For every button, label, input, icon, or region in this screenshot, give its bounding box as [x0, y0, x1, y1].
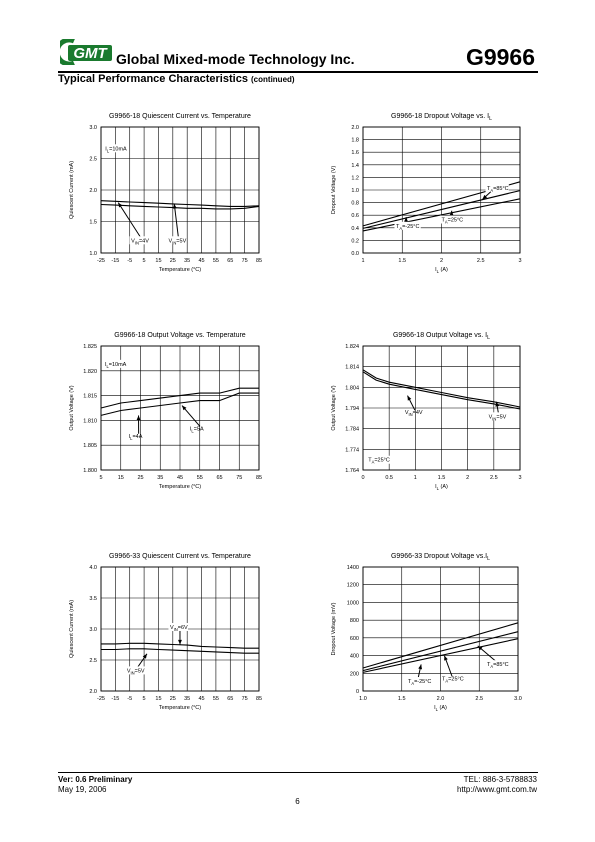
company-name: Global Mixed-mode Technology Inc. [116, 51, 355, 67]
x-tick-label: 0.5 [385, 475, 393, 481]
x-axis-label: Temperature (°C) [158, 484, 202, 490]
x-tick-label: 1 [413, 475, 417, 481]
x-tick-label: 45 [198, 258, 205, 264]
section-note: (continued) [251, 75, 295, 84]
annotation-arrowhead [444, 656, 448, 661]
x-tick-label: 45 [176, 475, 184, 481]
x-tick-label: 55 [212, 696, 219, 702]
x-tick-label: -15 [111, 696, 120, 702]
annotation-label: $T_A=25^\circ C$ [368, 457, 390, 465]
y-tick-label: 2.0 [89, 689, 97, 695]
y-tick-label: 1.4 [351, 162, 359, 169]
chart-title: G9966-33 Quiescent Current vs. Temperature [109, 553, 251, 560]
y-tick-label: 600 [349, 635, 359, 642]
x-tick-label: 2 [439, 258, 444, 264]
logo-text: GMT [73, 45, 107, 62]
x-tick-label: 5 [142, 258, 146, 264]
y-tick-label: 1.794 [345, 406, 359, 412]
chart-title: G9966-18 Output Voltage vs. $I_L$ [392, 332, 491, 341]
annotation-label: $T_A=25^\circ C$ [441, 217, 464, 225]
chart-3 [69, 332, 262, 490]
y-tick-label: 0.6 [351, 213, 359, 220]
y-tick-label: 0.8 [351, 200, 359, 207]
x-tick-label: 85 [255, 696, 263, 702]
y-tick-label: 1.804 [345, 385, 359, 392]
y-tick-label: 1.784 [345, 426, 359, 433]
x-tick-label: 2.5 [490, 475, 498, 481]
x-tick-label: 65 [227, 696, 234, 702]
x-tick-label: 15 [155, 696, 162, 702]
part-number: G9966 [465, 44, 535, 70]
y-tick-label: 3.5 [89, 596, 97, 602]
x-tick-label: -15 [111, 258, 120, 264]
x-tick-label: 1.0 [359, 696, 367, 702]
y-tick-label: 1.774 [345, 447, 359, 454]
y-tick-label: 1.825 [83, 344, 97, 350]
x-tick-label: 75 [241, 696, 248, 702]
footer-tel: TEL: 886-3-5788833 [463, 775, 537, 784]
x-tick-label: 85 [255, 475, 263, 481]
footer-right [457, 775, 537, 795]
chart-2 [331, 113, 522, 274]
x-tick-label: 75 [236, 475, 243, 481]
y-axis-label: Quiescent Current (mA) [69, 599, 75, 659]
x-tick-label: 25 [169, 258, 176, 264]
x-tick-label: 55 [212, 258, 219, 264]
annotation-label: $T_A=25^\circ C$ [442, 676, 464, 684]
annotation-label: $V_{IN}=6V$ [169, 625, 188, 632]
x-tick-label: 5 [142, 696, 146, 702]
annotation-label: $V_{IN}=5V$ [126, 668, 145, 676]
y-tick-label: 0.2 [351, 238, 359, 245]
x-tick-label: 55 [196, 475, 203, 481]
x-tick-label: -25 [97, 696, 105, 702]
x-tick-label: -25 [97, 258, 105, 264]
y-tick-label: 2.0 [89, 188, 97, 194]
x-tick-label: 35 [184, 258, 191, 264]
y-tick-label: 1.0 [351, 188, 359, 194]
annotation-arrowhead [137, 415, 141, 420]
x-axis-label: Temperature (°C) [158, 705, 202, 711]
x-tick-label: 35 [184, 696, 191, 702]
annotation-label: $T_A=-25^\circ C$ [395, 223, 420, 231]
y-tick-label: 1.824 [345, 344, 359, 350]
page-number: 6 [295, 797, 300, 806]
footer-url: http://www.gmt.com.tw [456, 785, 537, 794]
y-tick-label: 2.0 [351, 125, 359, 131]
y-tick-label: 0.0 [351, 251, 359, 257]
y-tick-label: 1.800 [83, 468, 97, 474]
y-tick-label: 3.0 [89, 627, 97, 633]
y-tick-label: 1000 [346, 600, 359, 607]
annotation-label: $I_L=10mA$ [104, 361, 127, 369]
annotation-label: $V_{IN}=4V$ [404, 410, 423, 418]
y-tick-label: 3.0 [89, 125, 97, 131]
y-tick-label: 0.4 [351, 225, 359, 232]
chart-1 [69, 113, 262, 273]
y-tick-label: 0 [355, 689, 359, 695]
y-axis-label: Dropout Voltage (mV) [331, 602, 337, 656]
y-tick-label: 1.815 [83, 393, 97, 400]
x-tick-label: 2 [466, 475, 470, 481]
x-tick-label: 35 [157, 475, 164, 481]
footer-rule [58, 772, 538, 773]
y-tick-label: 400 [349, 653, 359, 660]
y-tick-label: 1200 [346, 582, 359, 589]
y-tick-label: 1.814 [345, 364, 359, 371]
annotation-label: $V_{IN}=4V$ [131, 238, 149, 246]
x-tick-label: 75 [241, 258, 248, 264]
x-tick-label: 65 [216, 475, 223, 481]
x-tick-label: 15 [155, 258, 162, 264]
section-title-text: Typical Performance Characteristics [58, 73, 248, 85]
annotation-label: $I_L=5A$ [189, 426, 204, 434]
x-tick-label: 25 [137, 475, 144, 481]
y-tick-label: 1.810 [83, 418, 97, 425]
annotation-label: $I_L=4A$ [128, 433, 143, 441]
y-tick-label: 1.5 [89, 219, 97, 226]
x-tick-label: 65 [227, 258, 234, 264]
x-tick-label: 1.5 [397, 696, 406, 702]
x-tick-label: 25 [169, 696, 176, 702]
chart-5 [69, 553, 262, 711]
y-axis-label: Dropout Voltage (V) [331, 165, 337, 215]
annotation-label: $V_{IN}=5V$ [488, 414, 507, 422]
y-tick-label: 4.0 [89, 565, 97, 571]
x-axis-label: $I_L$ (A) [435, 484, 448, 491]
annotation-arrowhead [418, 664, 422, 669]
y-tick-label: 1.6 [351, 150, 359, 157]
chart-6 [331, 553, 522, 712]
annotation-arrowhead [118, 203, 122, 208]
x-tick-label: 5 [99, 475, 103, 481]
annotation-label: $V_{IN}=5V$ [168, 238, 187, 246]
chart-title: G9966-18 Dropout Voltage vs. $I_L$ [391, 113, 492, 122]
annotation-arrow [174, 204, 178, 238]
chart-title: G9966-18 Output Voltage vs. Temperature [114, 332, 246, 339]
y-axis-label: Quiescent Current (mA) [69, 160, 75, 220]
y-tick-label: 1.805 [83, 443, 97, 450]
y-tick-label: 200 [349, 671, 359, 678]
annotation-label: $T_A=85^\circ C$ [487, 662, 509, 670]
y-tick-label: 1.764 [345, 468, 359, 474]
x-tick-label: 3 [518, 258, 522, 264]
footer-left [58, 775, 132, 795]
y-tick-label: 800 [349, 618, 359, 625]
y-tick-label: 2.5 [89, 156, 97, 163]
x-tick-label: 0 [361, 475, 365, 481]
annotation-label: $T_A=-25^\circ C$ [407, 679, 432, 687]
chart-title: G9966-33 Dropout Voltage $vs.I_L$ [390, 553, 491, 562]
footer-date: May 19, 2006 [58, 785, 107, 794]
y-tick-label: 1.0 [89, 251, 97, 257]
y-tick-label: 2.5 [89, 658, 97, 664]
x-tick-label: 1.5 [437, 475, 446, 481]
annotation-label: $T_A=85^\circ C$ [487, 186, 509, 193]
x-tick-label: 85 [255, 258, 263, 264]
chart-4 [331, 332, 522, 491]
series-line-2 [101, 649, 259, 653]
x-tick-label: 45 [198, 696, 205, 702]
x-axis-label: $I_L$ (A) [434, 705, 447, 712]
x-tick-label: 2.5 [476, 258, 485, 264]
x-tick-label: 3.0 [514, 696, 522, 702]
x-tick-label: 1.5 [398, 258, 407, 264]
chart-title: G9966-18 Quiescent Current vs. Temperature [109, 113, 251, 120]
y-axis-label: Output Voltage (V) [69, 385, 75, 431]
x-tick-label: 1 [361, 258, 365, 264]
annotation-label: $I_L=10mA$ [105, 146, 127, 154]
x-tick-label: -5 [127, 696, 133, 702]
y-tick-label: 1.820 [83, 368, 97, 375]
y-tick-label: 1400 [346, 565, 359, 571]
x-tick-label: 2.0 [436, 696, 445, 702]
x-tick-label: 3 [518, 475, 522, 481]
footer-version: Ver: 0.6 Preliminary [58, 775, 133, 784]
y-tick-label: 1.8 [351, 137, 359, 144]
x-tick-label: 2.5 [475, 696, 484, 702]
x-tick-label: -5 [127, 258, 133, 264]
annotation-arrowhead [143, 654, 147, 659]
y-axis-label: Output Voltage (V) [331, 385, 337, 431]
x-axis-label: $I_L$ (A) [435, 267, 448, 274]
x-axis-label: Temperature (°C) [158, 267, 202, 273]
x-tick-label: 15 [117, 475, 124, 481]
annotation-arrowhead [178, 640, 182, 645]
y-tick-label: 1.2 [351, 175, 359, 182]
